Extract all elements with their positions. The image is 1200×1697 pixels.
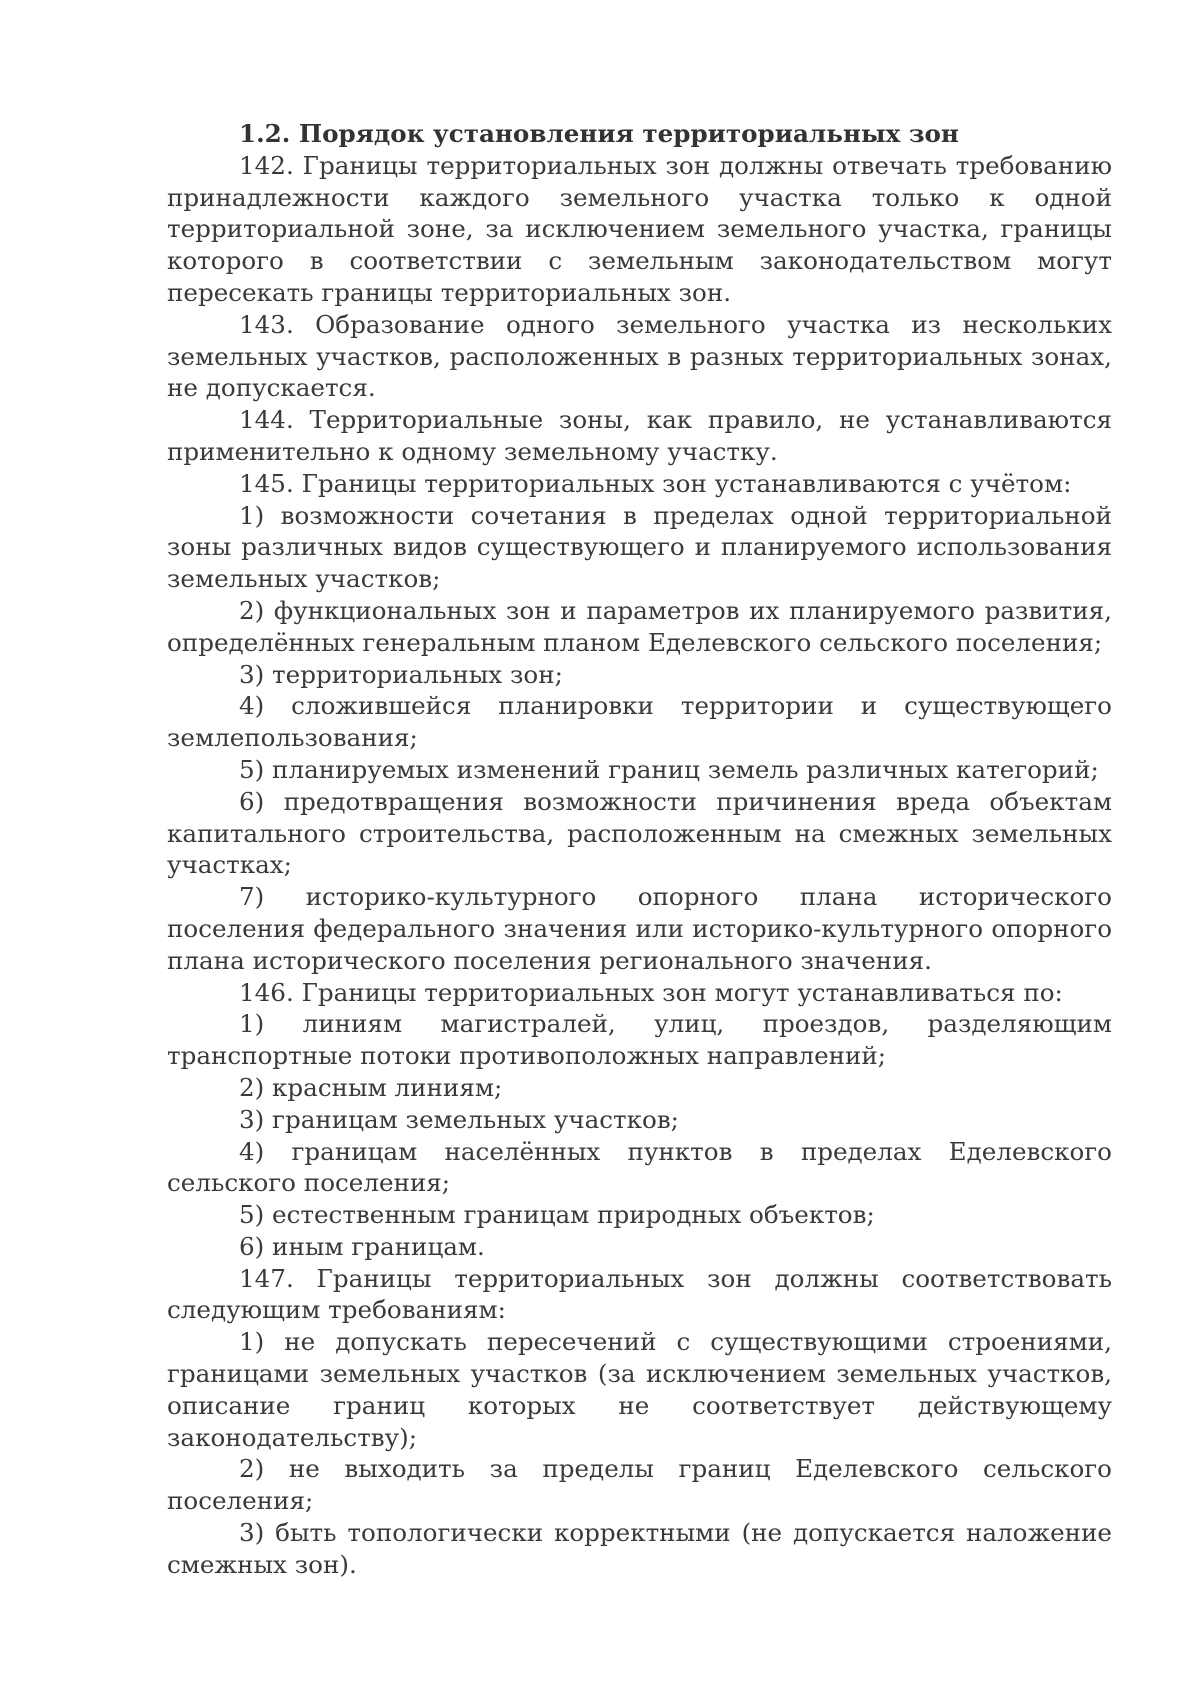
paragraph-142: 142. Границы территориальных зон должны отвечать требованию принадлежности каждого земельного участка только к одной территориальной зоне, за исключением земельного участка, границы которого в соответствии с земельным законодательством могут пересекать границы территориальных зон. xyxy=(167,150,1112,307)
list-item-145-6: 6) предотвращения возможности причинения вреда объектам капитального строительства, расположенным на смежных земельных участках; xyxy=(167,786,1112,880)
list-item-147-3: 3) быть топологически корректными (не допускается наложение смежных зон). xyxy=(167,1518,1112,1579)
paragraph-143: 143. Образование одного земельного участка из нескольких земельных участков, расположенных в разных территориальных зонах, не допускается. xyxy=(167,309,1112,403)
list-item-146-1: 1) линиям магистралей, улиц, проездов, разделяющим транспортные потоки противоположных направлений; xyxy=(167,1009,1112,1071)
list-item-145-3: 3) территориальных зон; xyxy=(239,659,563,689)
document-body xyxy=(167,118,1112,1581)
list-item-145-2: 2) функциональных зон и параметров их планируемого развития, определённых генеральным планом Еделевского сельского поселения; xyxy=(167,595,1112,657)
list-item-146-3: 3) границам земельных участков; xyxy=(239,1104,679,1134)
paragraph-146: 146. Границы территориальных зон могут устанавливаться по: xyxy=(239,977,1063,1007)
list-item-145-1: 1) возможности сочетания в пределах одной территориальной зоны различных видов существующего и планируемого использования земельных участков; xyxy=(167,500,1112,594)
list-item-146-4: 4) границам населённых пунктов в пределах Еделевского сельского поселения; xyxy=(167,1136,1112,1198)
list-item-147-2: 2) не выходить за пределы границ Еделевского сельского поселения; xyxy=(167,1454,1112,1516)
list-item-145-5: 5) планируемых изменений границ земель различных категорий; xyxy=(239,754,1099,784)
list-item-146-6: 6) иным границам. xyxy=(239,1231,485,1261)
list-item-145-4: 4) сложившейся планировки территории и существующего землепользования; xyxy=(167,691,1112,753)
paragraph-145: 145. Границы территориальных зон устанавливаются с учётом: xyxy=(239,468,1072,498)
section-title: 1.2. Порядок установления территориальных зон xyxy=(239,119,959,148)
list-item-147-1: 1) не допускать пересечений с существующими строениями, границами земельных участков (за исключением земельных участков, описание границ которых не соответствует действующему законодательству); xyxy=(167,1327,1112,1452)
list-item-146-5: 5) естественным границам природных объектов; xyxy=(239,1200,875,1230)
paragraph-147: 147. Границы территориальных зон должны соответствовать следующим требованиям: xyxy=(167,1263,1112,1325)
paragraph-144: 144. Территориальные зоны, как правило, не устанавливаются применительно к одному земельному участку. xyxy=(167,405,1112,466)
list-item-145-7: 7) историко-культурного опорного плана исторического поселения федерального значения или историко-культурного опорного плана исторического поселения регионального значения. xyxy=(167,882,1112,975)
list-item-146-2: 2) красным линиям; xyxy=(239,1072,503,1102)
